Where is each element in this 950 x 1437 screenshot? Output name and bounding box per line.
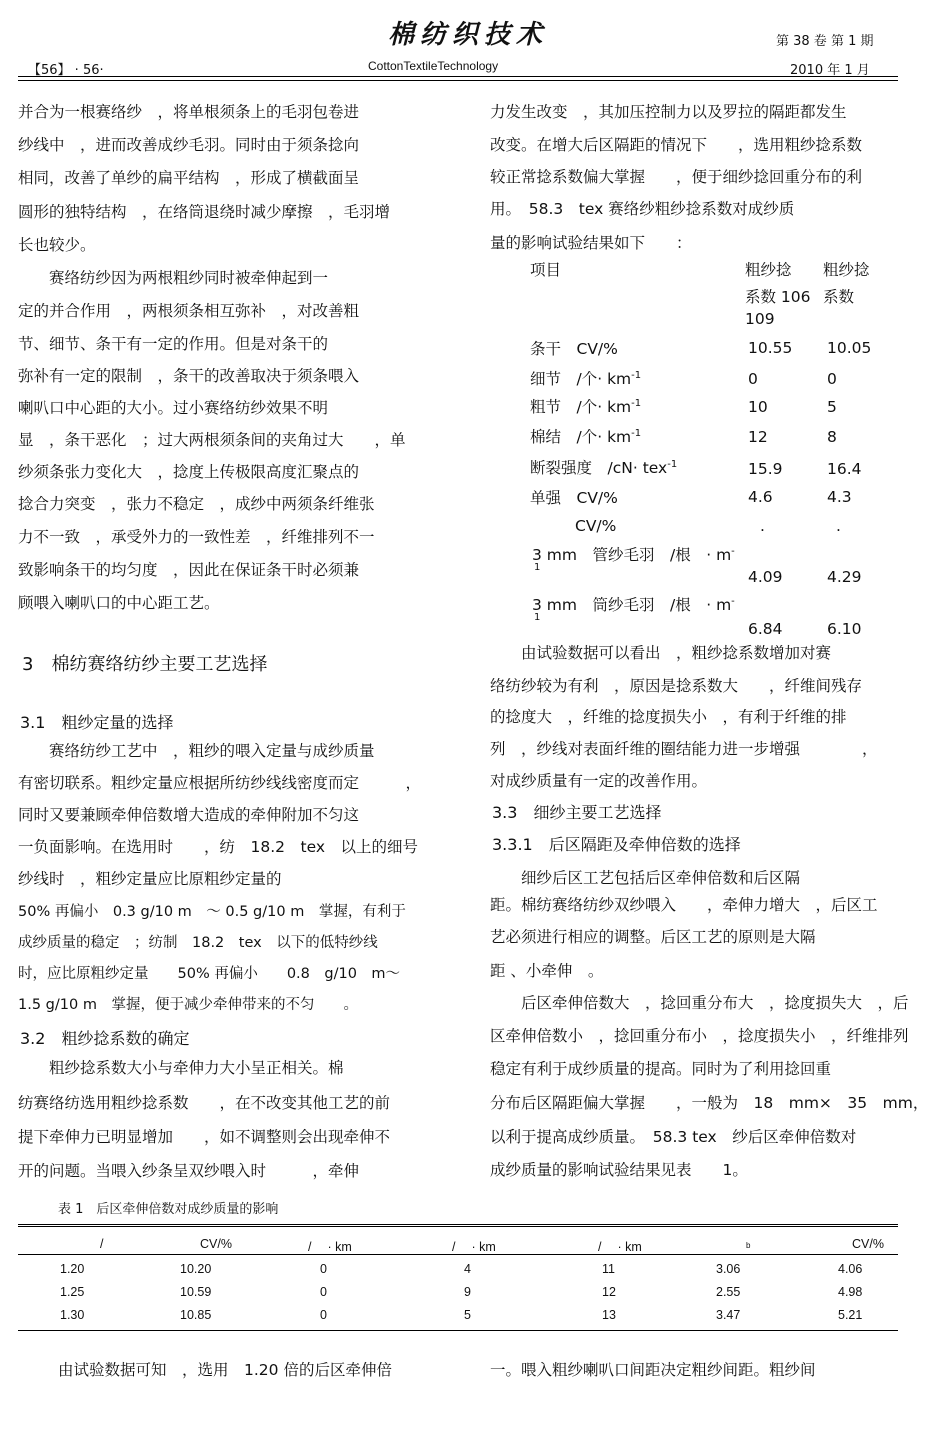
table-header-cell: / [100, 1237, 104, 1251]
param-header-a: 109 [745, 310, 775, 328]
param-row-b: . [836, 517, 841, 535]
body-line: 长也较少。 [18, 236, 96, 254]
body-line: 稳定有利于成纱质量的提高。同时为了利用捻回重 [490, 1060, 832, 1078]
param-row-a: 10.55 [748, 339, 793, 357]
table-header-cell: CV/% [200, 1237, 232, 1251]
table-cell: 4 [464, 1262, 471, 1276]
body-line: 相同，改善了单纱的扁平结构 ，形成了横截面呈 [18, 169, 360, 187]
param-row-a: 0 [748, 370, 758, 388]
body-line: 并合为一根赛络纱 ，将单根须条上的毛羽包卷进 [18, 103, 360, 121]
param-row-label: 断裂强度 /cN· tex$^{-1}$ [530, 458, 678, 477]
param-header-b: 粗纱捻 [823, 261, 870, 279]
param-row-b: 4.3 [827, 488, 852, 506]
body-line: 用。 58.3 tex 赛络纱粗纱捻系数对成纱质 [490, 200, 795, 218]
body-line: 有密切联系。粗纱定量应根据所纺纱线线密度而定 ， [18, 774, 422, 792]
param-row-b: 0 [827, 370, 837, 388]
param-row-label: 条干 CV/% [530, 340, 618, 358]
param-row-label: 3 mm 管纱毛羽 /根 · m- [532, 545, 735, 564]
param-header-item: 项目 [530, 261, 562, 279]
param-row-label: CV/% [575, 517, 617, 535]
table-top-rule-double [18, 1226, 898, 1227]
table-cell: 10.20 [180, 1262, 212, 1276]
param-row-b: 4.29 [827, 568, 862, 586]
body-line: 显 ，条干恶化 ；过大两根须条间的夹角过大 ，单 [18, 431, 406, 449]
body-line: 纺赛络纺选用粗纱捻系数 ，在不改变其他工艺的前 [18, 1094, 391, 1112]
body-line: 由试验数据可知 ，选用 1.20 倍的后区牵伸倍 [58, 1361, 392, 1379]
body-line: 力发生改变 ，其加压控制力以及罗拉的隔距都发生 [490, 103, 847, 121]
body-line: 一负面影响。在选用时 ，纺 18.2 tex 以上的细号 [18, 838, 419, 856]
param-row-b: 5 [827, 398, 837, 416]
body-line: 开的问题。当喂入纱条呈双纱喂入时 ，牵伸 [18, 1162, 360, 1180]
table-header-rule [18, 1254, 898, 1255]
table-cell: 2.55 [716, 1285, 741, 1299]
table-cell: 11 [602, 1262, 615, 1276]
table-cell: 1.30 [60, 1308, 85, 1322]
body-line: 距 、小牵伸 。 [490, 962, 604, 980]
body-line: 细纱后区工艺包括后区牵伸倍数和后区隔 [490, 869, 801, 887]
body-line: 量的影响试验结果如下 ： [490, 234, 692, 252]
body-line: 距。棉纺赛络纺纱双纱喂入 ，牵伸力增大 ，后区工 [490, 896, 878, 914]
subsection-heading-3-3-1: 3.3.1 后区隔距及牵伸倍数的选择 [492, 835, 741, 854]
table-cell: 9 [464, 1285, 471, 1299]
body-line: 50% 再偏小 0.3 g/10 m ～ 0.5 g/10 m 掌握，有利于 [18, 904, 406, 920]
table-cell: 1.20 [60, 1262, 85, 1276]
body-line: 力不一致 ，承受外力的一致性差 ，纤维排列不一 [18, 528, 375, 546]
body-line: 弥补有一定的限制 ，条干的改善取决于须条喂入 [18, 367, 360, 385]
body-line: 定的并合作用 ，两根须条相互弥补 ，对改善粗 [18, 302, 360, 320]
table-caption: 表 1 后区牵伸倍数对成纱质量的影响 [58, 1202, 279, 1217]
body-line: 纱线时 ，粗纱定量应比原粗纱定量的 [18, 870, 282, 888]
body-line: 赛络纺纱因为两根粗纱同时被牵伸起到一 [18, 269, 329, 287]
header-rule-double [18, 80, 898, 81]
issue-date: 2010 年 1 月 [790, 63, 870, 78]
param-row-label: 单强 CV/% [530, 489, 618, 507]
param-row-a: 6.84 [748, 620, 783, 638]
body-line: 提下牵伸力已明显增加 ，如不调整则会出现牵伸不 [18, 1128, 391, 1146]
body-line: 成纱质量的影响试验结果见表 1。 [490, 1161, 748, 1179]
body-line: 时，应比原粗纱定量 50% 再偏小 0.8 g/10 m～ [18, 966, 401, 982]
param-row-a: 4.09 [748, 568, 783, 586]
page-number: 【56】 · 56· [28, 63, 104, 78]
param-row-b: 16.4 [827, 460, 862, 478]
body-line: 喇叭口中心距的大小。过小赛络纺纱效果不明 [18, 399, 329, 417]
subsection-heading-3-3: 3.3 细纱主要工艺选择 [492, 803, 662, 822]
table-cell: 3.06 [716, 1262, 741, 1276]
table-header-cell: / · km [598, 1240, 642, 1254]
body-line: 一。喂入粗纱喇叭口间距决定粗纱间距。粗纱间 [490, 1361, 816, 1379]
body-line: 列 ，纱线对表面纤维的圈结能力进一步增强 ， [490, 740, 878, 758]
subsection-heading-3-2: 3.2 粗纱捻系数的确定 [20, 1029, 190, 1048]
param-row-label: 细节 /个· $km^{-1}$ [530, 369, 642, 388]
body-line: 以利于提高成纱质量。 58.3 tex 纱后区牵伸倍数对 [490, 1128, 857, 1146]
header-rule [18, 76, 898, 77]
journal-title-cn: 棉纺织技术 [388, 20, 549, 50]
body-line: 顾喂入喇叭口的中心距工艺。 [18, 594, 220, 612]
body-line: 较正常捻系数偏大掌握 ，便于细纱捻回重分布的利 [490, 168, 863, 186]
param-row-a: 15.9 [748, 460, 783, 478]
table-cell: 0 [320, 1308, 327, 1322]
body-line: 同时又要兼顾牵伸倍数增大造成的牵伸附加不匀这 [18, 806, 360, 824]
param-header-a: 粗纱捻 [745, 261, 792, 279]
table-header-cell: / · km [452, 1240, 496, 1254]
body-line: 捻合力突变 ，张力不稳定 ，成纱中两须条纤维张 [18, 495, 375, 513]
body-line: 纱须条张力变化大 ，捻度上传极限高度汇聚点的 [18, 463, 360, 481]
param-row-b: 8 [827, 428, 837, 446]
table-header-cell: / · km [308, 1240, 352, 1254]
table-cell: 0 [320, 1285, 327, 1299]
table-cell: 0 [320, 1262, 327, 1276]
body-line: 由试验数据可以看出 ，粗纱捻系数增加对赛 [490, 644, 832, 662]
body-line: 分布后区隔距偏大掌握 ，一般为 18 mm× 35 mm， [490, 1094, 929, 1112]
body-line: 节、细节、条干有一定的作用。但是对条干的 [18, 335, 329, 353]
table-cell: 13 [602, 1308, 616, 1322]
param-row-label: 粗节 /个· $km^{-1}$ [530, 397, 642, 416]
param-row-label: 3 mm 筒纱毛羽 /根 · m- [532, 595, 735, 614]
param-header-b: 系数 [823, 288, 855, 306]
body-line: 络纺纱较为有利 ，原因是捻系数大 ，纤维间残存 [490, 677, 863, 695]
table-cell: 10.59 [180, 1285, 212, 1299]
table-cell: 10.85 [180, 1308, 212, 1322]
body-line: 对成纱质量有一定的改善作用。 [490, 772, 708, 790]
body-line: 1.5 g/10 m 掌握，便于减少牵伸带来的不匀 。 [18, 997, 358, 1013]
table-cell: 5.21 [838, 1308, 863, 1322]
body-line: 的捻度大 ，纤维的捻度损失小 ，有利于纤维的排 [490, 708, 847, 726]
section-heading-3: 3 棉纺赛络纺纱主要工艺选择 [22, 654, 268, 675]
param-row-a: 4.6 [748, 488, 773, 506]
param-row-b: 10.05 [827, 339, 872, 357]
param-header-a: 系数 106 [745, 288, 811, 306]
body-line: 纱线中 ，进而改善成纱毛羽。同时由于须条捻向 [18, 136, 360, 154]
param-row-label: 棉结 /个· $km^{-1}$ [530, 427, 642, 446]
subsection-heading-3-1: 3.1 粗纱定量的选择 [20, 713, 174, 732]
table-cell: 1.25 [60, 1285, 85, 1299]
body-line: 成纱质量的稳定 ；纺制 18.2 tex 以下的低特纱线 [18, 935, 378, 951]
table-header-cell: CV/% [852, 1237, 884, 1251]
table-cell: 12 [602, 1285, 616, 1299]
param-row-sub: 1 [534, 562, 541, 573]
table-cell: 3.47 [716, 1308, 741, 1322]
body-line: 区牵伸倍数小 ，捻回重分布小 ，捻度损失小 ，纤维排列 [490, 1027, 909, 1045]
body-line: 改变。在增大后区隔距的情况下 ，选用粗纱捻系数 [490, 136, 863, 154]
journal-title-en: CottonTextileTechnology [368, 59, 499, 73]
body-line: 致影响条干的均匀度 ，因此在保证条干时必须兼 [18, 561, 360, 579]
body-line: 圆形的独特结构 ，在络筒退绕时减少摩擦 ，毛羽增 [18, 203, 391, 221]
param-row-sub: 1 [534, 612, 541, 623]
table-cell: 4.06 [838, 1262, 863, 1276]
body-line: 赛络纺纱工艺中 ，粗纱的喂入定量与成纱质量 [18, 742, 375, 760]
body-line: 艺必须进行相应的调整。后区工艺的原则是大隔 [490, 928, 816, 946]
param-row-a: . [760, 517, 765, 535]
body-line: 粗纱捻系数大小与牵伸力大小呈正相关。棉 [18, 1059, 344, 1077]
body-line: 后区牵伸倍数大 ，捻回重分布大 ，捻度损失大 ，后 [490, 994, 909, 1012]
param-row-b: 6.10 [827, 620, 862, 638]
param-row-a: 10 [748, 398, 768, 416]
table-cell: 5 [464, 1308, 471, 1322]
volume-issue: 第 38 卷 第 1 期 [776, 34, 874, 49]
table-header-cell: b [746, 1241, 751, 1250]
table-top-rule [18, 1224, 898, 1225]
table-cell: 4.98 [838, 1285, 863, 1299]
table-bottom-rule [18, 1330, 898, 1331]
param-row-a: 12 [748, 428, 768, 446]
